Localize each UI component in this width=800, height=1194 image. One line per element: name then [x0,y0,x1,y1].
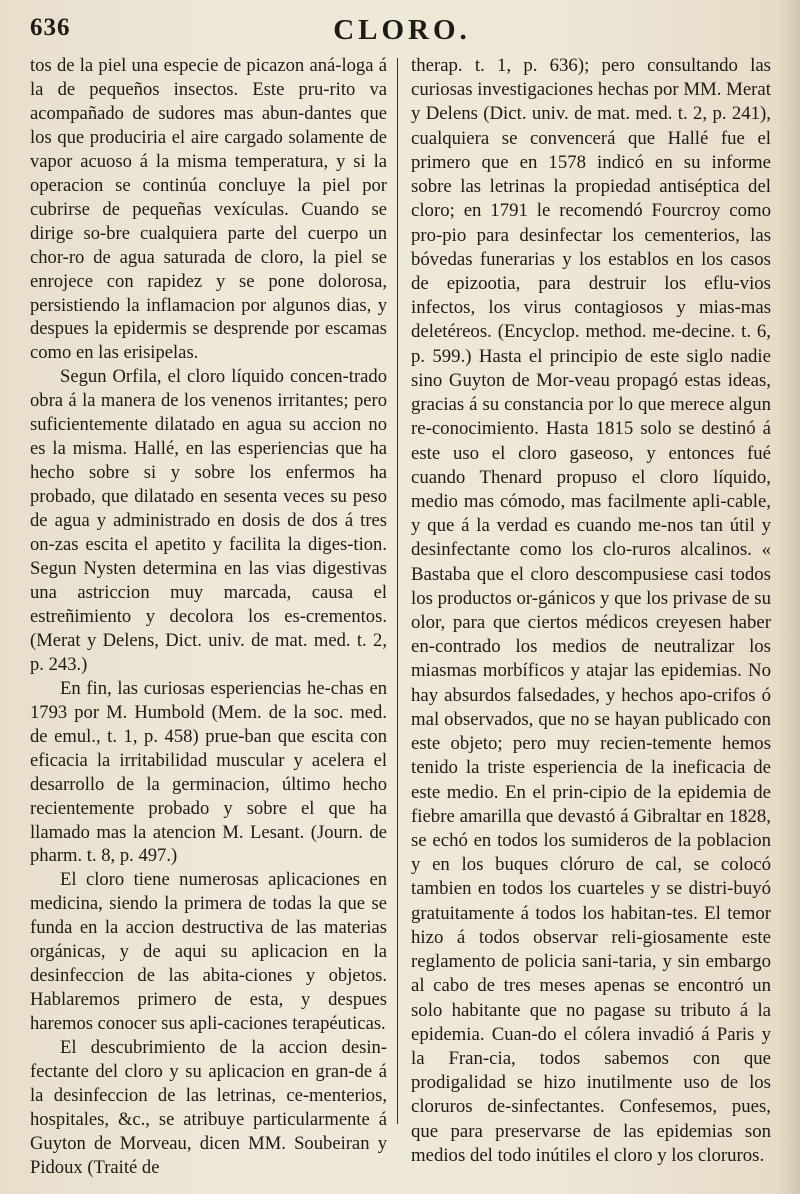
paragraph: Segun Orfila, el cloro líquido concen-trado obra á la manera de los venenos irritantes; pero suficientemente dilatado en agua su accion no es la misma. Hallé, en las esperiencias que ha hecho sobre si y sobre los enfermos ha probado, que dilatado en sesenta veces su peso de agua y administrado en dosis de dos á tres on-zas escita el apetito y facilita la diges-tion. Segun Nysten determina en las vias digestivas una astriccion muy marcada, causa el estreñimiento y decolora los es-crementos. (Merat y Delens, Dict. univ. de mat. med. t. 2, p. 243.) [30,366,387,675]
column-divider [397,58,398,1124]
right-column [411,54,771,1168]
paragraph: En fin, las curiosas esperiencias he-chas en 1793 por M. Humbold (Mem. de la soc. med. de emul., t. 1, p. 458) prue-ban que escita con eficacia la irritabilidad muscular y acelera el desarrollo de la germinacion, último hecho recientemente probado y sobre el que ha llamado mas la atencion M. Lesant. (Journ. de pharm. t. 8, p. 497.) [30,677,387,867]
paragraph: El descubrimiento de la accion desin-fectante del cloro y su aplicacion en gran-de á la desinfeccion de las letrinas, ce-menterios, hospitales, &c., se atribuye particularmente á Guyton de Morveau, dicen MM. Soubeiran y Pidoux (Traité de [30,1037,387,1178]
page-title: CLORO. [333,14,471,46]
left-column [30,54,387,1180]
paragraph: El cloro tiene numerosas aplicaciones en medicina, siendo la primera de todas la que se funda en la accion destructiva de las materias orgánicas, y de aqui su aplicacion en la desinfeccion de las abita-ciones y objetos. Hablaremos primero de esta, y despues haremos conocer sus apli-caciones terapéuticas. [30,869,387,1035]
page-edge-shadow [776,0,800,1194]
running-head [30,14,774,48]
page-number: 636 [30,14,71,41]
paragraph: tos de la piel una especie de picazon aná-loga á la de pequeños insectos. Este pru-rito va acompañado de sudores mas abun-dantes que los que produciria el aire cargado solamente de vapor acuoso á la misma temperatura, y si la operacion se continúa concluye la piel por cubrirse de pequeñas vexículas. Cuando se dirige so-bre cualquiera parte del cuerpo un chor-ro de agua saturada de cloro, la piel se enrojece con rapidez y se pone dolorosa, persistiendo la inflamacion por algunos dias, y despues la epidermis se desprende por escamas como en las erisipelas. [30,55,387,364]
paragraph: therap. t. 1, p. 636); pero consultando las curiosas investigaciones hechas por MM. Merat y Delens (Dict. univ. de mat. med. t. 2, p. 241), cualquiera se convencerá que Hallé fue el primero que en 1578 indicó en su informe sobre las letrinas la propiedad antiséptica del cloro; en 1791 le recomendó Fourcroy como pro-pio para desinfectar los cementerios, las bóvedas funerarias y los establos en los casos de epizootia, para destruir los eflu-vios infectos, los virus contagiosos y mias-mas deletéreos. (Encyclop. method. me-decine. t. 6, p. 599.) Hasta el principio de este siglo nadie sino Guyton de Mor-veau propagó estas ideas, gracias á su constancia por lo que merece algun re-conocimiento. Hasta 1815 solo se destinó á este uso el cloro gaseoso, y entonces fué cuando Thenard propuso el cloro líquido, medio mas cómodo, mas facilmente apli-cable, y que á la verdad es cuando me-nos tan útil y desinfectante como los clo-ruros alcalinos. « Bastaba que el cloro descompusiese casi todos los productos or-gánicos y que los privase de su olor, para que ciertos médicos creyesen haber en-contrado los medios de neutralizar los miasmas morbíficos y atajar las epidemias. No hay absurdos falsedades, y hechos apo-crifos ó mal observados, que no se hayan publicado con este objeto; pero muy recien-temente hemos tenido la triste esperiencia de la ineficacia de este medio. En el prin-cipio de la epidemia de fiebre amarilla que devastó á Gibraltar en 1828, se echó en todos los sumideros de la poblacion y en los buques clóruro de cal, se colocó tambien en todos los cuarteles y se distri-buyó gratuitamente á todos los habitan-tes. El temor hizo á todos observar reli-giosamente este reglamento de policia sani-taria, y sin embargo al cabo de tres meses apenas se encontró un solo habitante que no pagase su tributo á la epidemia. Cuan-do el cólera invadió á Paris y la Fran-cia, todos sabemos con que prodigalidad se hizo inutilmente uso de los cloruros de-sinfectantes. Confesemos, pues, que para preservarse de las epidemias son medios del todo inútiles el cloro y los cloruros. [411,55,771,1166]
